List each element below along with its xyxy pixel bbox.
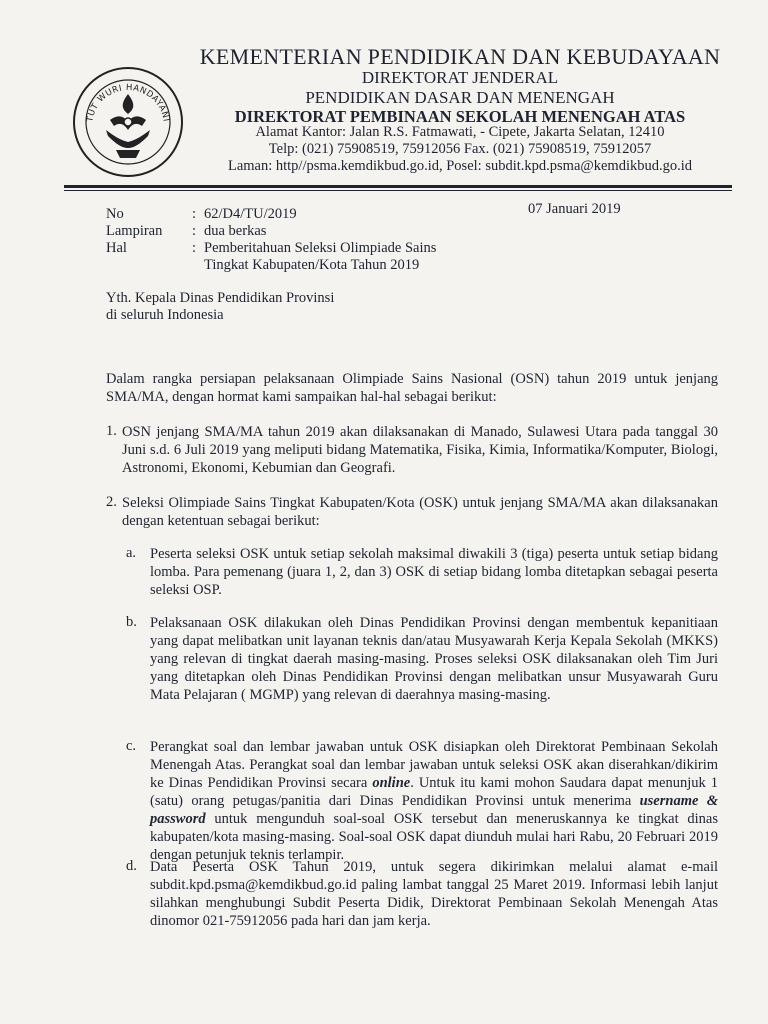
subject-label: Hal xyxy=(106,240,127,256)
subitem-c-text-2: . Untuk itu kami mohon Saudara dapat menunjuk 1 (satu) orang petugas/panitia dari Dinas Pendidikan Provinsi untuk menerima xyxy=(150,775,718,809)
item-2 xyxy=(122,494,718,530)
subject-line-1: Pemberitahuan Seleksi Olimpiade Sains xyxy=(204,240,437,256)
subitem-c-text xyxy=(150,738,718,864)
attachment-colon: : xyxy=(192,223,197,239)
item-2-text: Seleksi Olimpiade Sains Tingkat Kabupaten/Kota (OSK) untuk jenjang SMA/MA akan dilaksanakan dengan ketentuan sebagai berikut: xyxy=(122,495,718,529)
phone-fax: Telp: (021) 75908519, 75912056 Fax. (021) 75908519, 75912057 xyxy=(268,141,652,157)
ministry-name: KEMENTERIAN PENDIDIKAN DAN KEBUDAYAAN xyxy=(199,44,721,69)
subject-line-2: Tingkat Kabupaten/Kota Tahun 2019 xyxy=(204,257,420,273)
svg-text:TUT WURI HANDAYANI: TUT WURI HANDAYANI xyxy=(85,82,171,123)
header-divider-thin xyxy=(64,190,732,191)
subitem-a-letter: a. xyxy=(126,545,137,561)
subitem-d-letter: d. xyxy=(126,858,137,874)
office-address: Alamat Kantor: Jalan R.S. Fatmawati, - Cipete, Jakarta Selatan, 12410 xyxy=(255,124,665,140)
attachment-value: dua berkas xyxy=(204,223,267,239)
subitem-c-text-3: untuk mengunduh soal-soal OSK tersebut dan meneruskannya ke tingkat dinas kabupaten/kota masing-masing. Soal-soal OSK dapat diunduh mulai hari Rabu, 20 Februari 2019 dengan petunjuk teknis terlampir. xyxy=(150,811,718,863)
subitem-a-text: Peserta seleksi OSK untuk setiap sekolah maksimal diwakili 3 (tiga) peserta untuk setiap bidang lomba. Para pemenang (juara 1, 2, dan 3) OSK di setiap bidang lomba ditetapkan sebagai peserta seleksi OSP. xyxy=(150,546,718,598)
header-divider xyxy=(64,185,732,188)
subitem-b xyxy=(150,614,718,704)
item-1-number: 1. xyxy=(106,423,117,439)
intro-text: Dalam rangka persiapan pelaksanaan Olimpiade Sains Nasional (OSN) tahun 2019 untuk jenjang SMA/MA, dengan hormat kami sampaikan hal-hal sebagai berikut: xyxy=(106,371,718,405)
subitem-a xyxy=(150,545,718,599)
directorate-general: DIREKTORAT JENDERAL xyxy=(361,68,559,87)
number-label: No xyxy=(106,206,124,222)
recipient-line-2: di seluruh Indonesia xyxy=(106,307,224,323)
subitem-d xyxy=(150,858,718,930)
subitem-d-text: Data Peserta OSK Tahun 2019, untuk segera dikirimkan melalui alamat e-mail subdit.kpd.psma@kemdikbud.go.id paling lambat tanggal 25 Maret 2019. Informasi lebih lanjut silahkan menghubungi Subdit Peserta Didik, Direktorat Pembinaan Sekolah Menengah Atas dinomor 021-75912056 pada hari dan jam kerja. xyxy=(150,859,718,929)
subitem-b-letter: b. xyxy=(126,614,137,630)
subitem-b-text: Pelaksanaan OSK dilakukan oleh Dinas Pendidikan Provinsi dengan membentuk kepanitiaan yang dapat melibatkan unit layanan teknis dan/atau Musyawarah Kerja Kepala Sekolah (MKKS) yang relevan di tingkat daerah masing-masing. Proses seleksi OSK dilaksanakan oleh Tim Juri yang ditetapkan oleh Dinas Pendidikan Provinsi dengan melibatkan unsur Musyawarah Guru Mata Pelajaran ( MGMP) yang relevan di daerahnya masing-masing. xyxy=(150,615,718,703)
subitem-c-letter: c. xyxy=(126,738,137,754)
recipient-line-1: Yth. Kepala Dinas Pendidikan Provinsi xyxy=(106,290,335,306)
attachment-label: Lampiran xyxy=(106,223,163,239)
division-name: PENDIDIKAN DASAR DAN MENENGAH xyxy=(305,88,615,107)
intro-paragraph xyxy=(106,370,718,406)
item-2-number: 2. xyxy=(106,494,117,510)
number-colon: : xyxy=(192,206,197,222)
directorate-name: DIREKTORAT PEMBINAAN SEKOLAH MENENGAH ATAS xyxy=(234,107,686,126)
letter-number: 62/D4/TU/2019 xyxy=(204,206,297,222)
subject-colon: : xyxy=(192,240,197,256)
subitem-c xyxy=(150,738,718,864)
website-email: Laman: http//psma.kemdikbud.go.id, Posel: subdit.kpd.psma@kemdikbud.go.id xyxy=(227,158,693,174)
subitem-c-text-1: Perangkat soal dan lembar jawaban untuk OSK disiapkan oleh Direktorat Pembinaan Sekolah Menengah Atas. Perangkat soal dan lembar jawaban untuk seleksi OSK akan diserahkan/dikirim ke Dinas Pendidikan Provinsi secara xyxy=(150,739,718,791)
online-emphasis: online xyxy=(372,775,411,791)
ministry-logo-icon xyxy=(70,64,186,180)
credentials-emphasis: username & password xyxy=(150,793,719,827)
letter-date: 07 Januari 2019 xyxy=(528,201,621,217)
item-1 xyxy=(122,423,718,477)
item-1-text: OSN jenjang SMA/MA tahun 2019 akan dilaksanakan di Manado, Sulawesi Utara pada tanggal 30 Juni s.d. 6 Juli 2019 yang meliputi bidang Matematika, Fisika, Kimia, Informatika/Komputer, Biologi, Astronomi, Ekonomi, Kebumian dan Geografi. xyxy=(122,424,718,476)
